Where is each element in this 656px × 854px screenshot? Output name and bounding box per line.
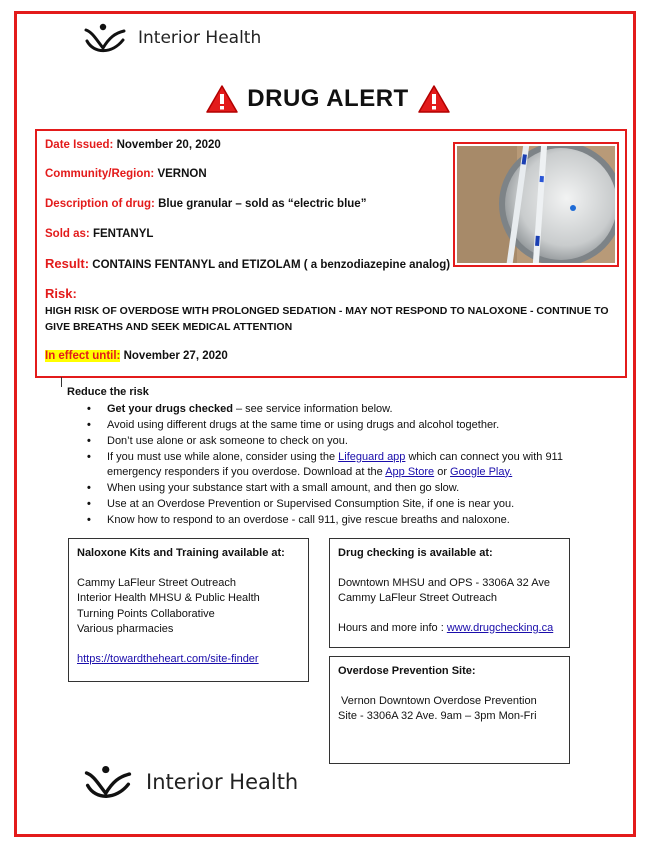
naloxone-box xyxy=(68,538,309,682)
date-issued: Date Issued: November 20, 2020 xyxy=(45,139,221,151)
title-row xyxy=(0,84,656,114)
footer-logo-text: Interior Health xyxy=(146,770,299,794)
list-item: • If you must use while alone, consider using the Lifeguard app which can connect you with 911 emergency responders if you overdose. Download at the App Store or Google Play. xyxy=(87,451,563,478)
ops-address: Site - 3306A 32 Ave. 9am – 3pm Mon-Fri xyxy=(338,710,537,722)
warning-triangle-icon xyxy=(417,84,451,114)
drug-description: Description of drug: Blue granular – sold as “electric blue” xyxy=(45,198,367,210)
ops-heading: Overdose Prevention Site: xyxy=(338,665,476,677)
naloxone-location: Cammy LaFleur Street Outreach xyxy=(77,576,236,589)
app-store-link[interactable]: App Store xyxy=(385,465,435,478)
drug-photo-frame xyxy=(453,142,619,267)
drug-checking-hours: Hours and more info : www.drugchecking.ca xyxy=(338,621,554,634)
list-item: • Get your drugs checked – see service information below. xyxy=(87,403,393,415)
effect-until: In effect until: November 27, 2020 xyxy=(45,350,228,362)
drugchecking-link[interactable]: www.drugchecking.ca xyxy=(446,621,554,634)
naloxone-location: Turning Points Collaborative xyxy=(77,607,215,620)
header-logo-text: Interior Health xyxy=(138,28,262,48)
warning-triangle-icon xyxy=(205,84,239,114)
test-result: Result: CONTAINS FENTANYL and ETIZOLAM ( a benzodiazepine analog) xyxy=(45,256,451,271)
header-logo xyxy=(82,23,261,53)
overdose-prevention-box xyxy=(329,656,570,764)
interior-health-logo-icon xyxy=(82,23,128,53)
lifeguard-app-link[interactable]: Lifeguard app xyxy=(338,451,406,463)
naloxone-location: Interior Health MHSU & Public Health xyxy=(77,592,260,604)
sold-as: Sold as: FENTANYL xyxy=(45,228,154,240)
community-region: Community/Region: VERNON xyxy=(45,168,207,180)
drug-checking-box xyxy=(329,538,570,648)
reduce-risk-heading: Reduce the risk xyxy=(67,386,149,398)
google-play-link[interactable]: Google Play. xyxy=(450,465,513,478)
naloxone-location: Various pharmacies xyxy=(77,623,174,635)
list-item: • When using your substance start with a small amount, and then go slow. xyxy=(87,481,460,494)
interior-health-logo-icon xyxy=(82,765,134,799)
page-title: DRUG ALERT xyxy=(247,85,409,112)
list-item: • Use at an Overdose Prevention or Supervised Consumption Site, if one is near you. xyxy=(87,497,515,510)
risk-label: Risk: xyxy=(45,286,77,301)
ops-address: Vernon Downtown Overdose Prevention xyxy=(338,694,537,707)
list-item: • Know how to respond to an overdose - call 911, give rescue breaths and naloxone. xyxy=(87,513,510,526)
alert-details-box xyxy=(35,129,627,378)
reduce-risk-list xyxy=(67,402,597,527)
list-item: • Don’t use alone or ask someone to check on you. xyxy=(87,435,348,447)
drug-checking-location: Downtown MHSU and OPS - 3306A 32 Ave xyxy=(338,576,550,589)
section-marker xyxy=(61,377,62,387)
risk-text: HIGH RISK OF OVERDOSE WITH PROLONGED SEDATION - MAY NOT RESPOND TO NALOXONE - CONTINUE TO GIVE BREATHS AND SEEK MEDICAL ATTENTION xyxy=(45,305,609,333)
naloxone-heading: Naloxone Kits and Training available at: xyxy=(77,547,285,559)
footer-logo xyxy=(82,765,298,799)
test-strip-photo xyxy=(457,146,615,263)
site-finder-link[interactable]: https://towardtheheart.com/site-finder xyxy=(77,652,259,665)
reduce-risk-section xyxy=(67,386,597,529)
drug-checking-heading: Drug checking is available at: xyxy=(338,547,493,559)
drug-checking-location: Cammy LaFleur Street Outreach xyxy=(338,592,497,604)
list-item: • Avoid using different drugs at the same time or using drugs and alcohol together. xyxy=(87,419,500,431)
